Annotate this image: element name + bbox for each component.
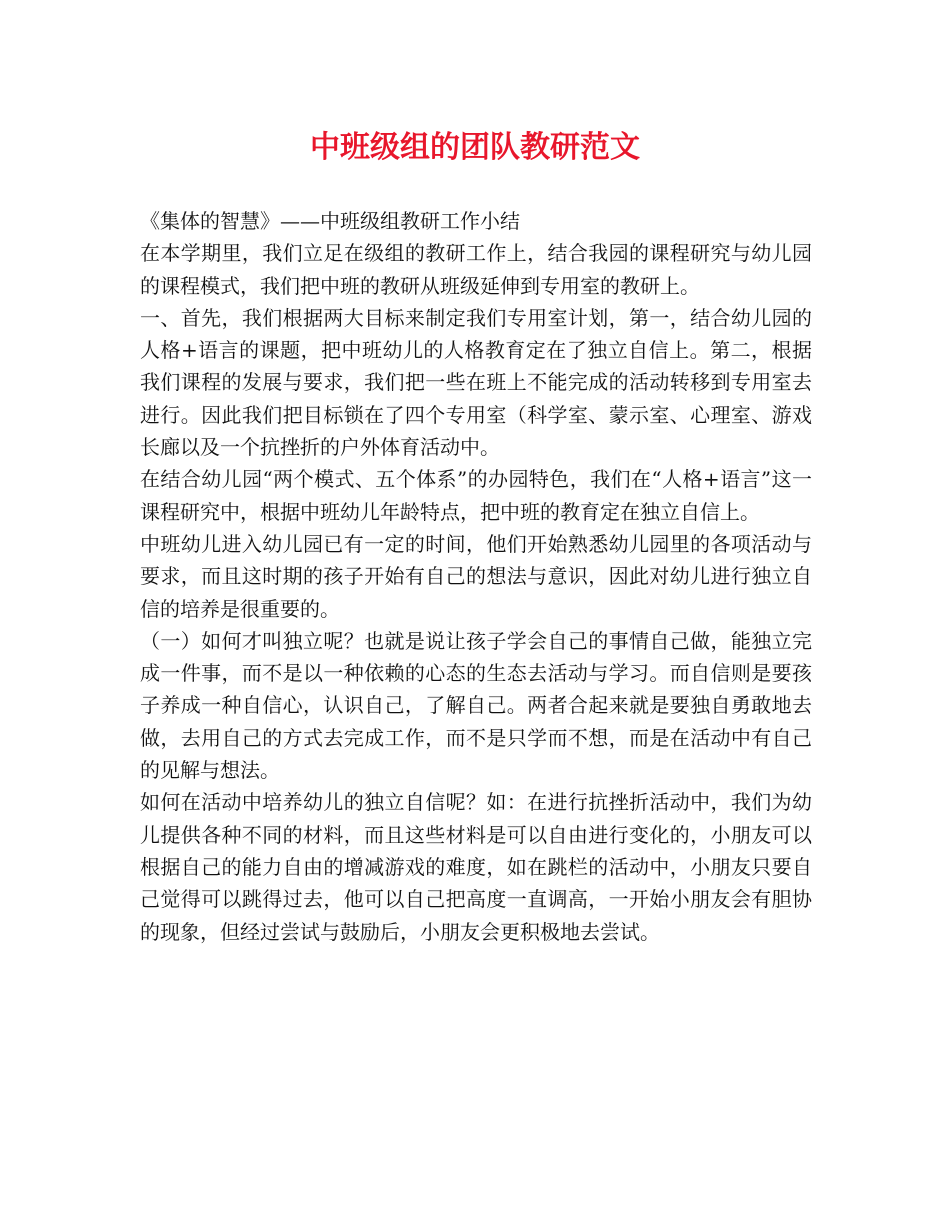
- paragraph-section-one: 一、首先，我们根据两大目标来制定我们专用室计划，第一，结合幼儿园的人格+语言的课题，把中班幼儿的人格教育定在了独立自信上。第二，根据我们课程的发展与要求，我们把一些在班上不能完成的活动转移到专用室去进行。因此我们把目标锁在了四个专用室（科学室、蒙示室、心理室、游戏长廊以及一个抗挫折的户外体育活动中。: [140, 305, 812, 460]
- paragraph-feature: 在结合幼儿园“两个模式、五个体系”的办园特色，我们在“人格+语言”这一课程研究中，根据中班幼儿年龄特点，把中班的教育定在独立自信上。: [140, 467, 812, 524]
- document-body: [140, 205, 812, 948]
- paragraph-subtitle: 《集体的智慧》——中班级组教研工作小结: [140, 209, 520, 233]
- paragraph-example: 如何在活动中培养幼儿的独立自信呢？如：在进行抗挫折活动中，我们为幼儿提供各种不同的材料，而且这些材料是可以自由进行变化的，小朋友可以根据自己的能力自由的增减游戏的难度，如在跳栏的活动中，小朋友只要自己觉得可以跳得过去，他可以自己把高度一直调高，一开始小朋友会有胆协的现象，但经过尝试与鼓励后，小朋友会更积极地去尝试。: [140, 790, 812, 944]
- paragraph-intro: 在本学期里，我们立足在级组的教研工作上，结合我园的课程研究与幼儿园的课程模式，我们把中班的教研从班级延伸到专用室的教研上。: [140, 241, 812, 298]
- paragraph-definition: （一）如何才叫独立呢？也就是说让孩子学会自己的事情自己做，能独立完成一件事，而不是以一种依赖的心态的生态去活动与学习。而自信则是要孩子养成一种自信心，认识自己，了解自己。两者合起来就是要独自勇敢地去做，去用自己的方式去完成工作，而不是只学而不想，而是在活动中有自己的见解与想法。: [140, 628, 812, 783]
- paragraph-age-characteristics: 中班幼儿进入幼儿园已有一定的时间，他们开始熟悉幼儿园里的各项活动与要求，而且这时期的孩子开始有自己的想法与意识，因此对幼儿进行独立自信的培养是很重要的。: [140, 531, 812, 621]
- document-title: 中班级组的团队教研范文: [310, 130, 640, 165]
